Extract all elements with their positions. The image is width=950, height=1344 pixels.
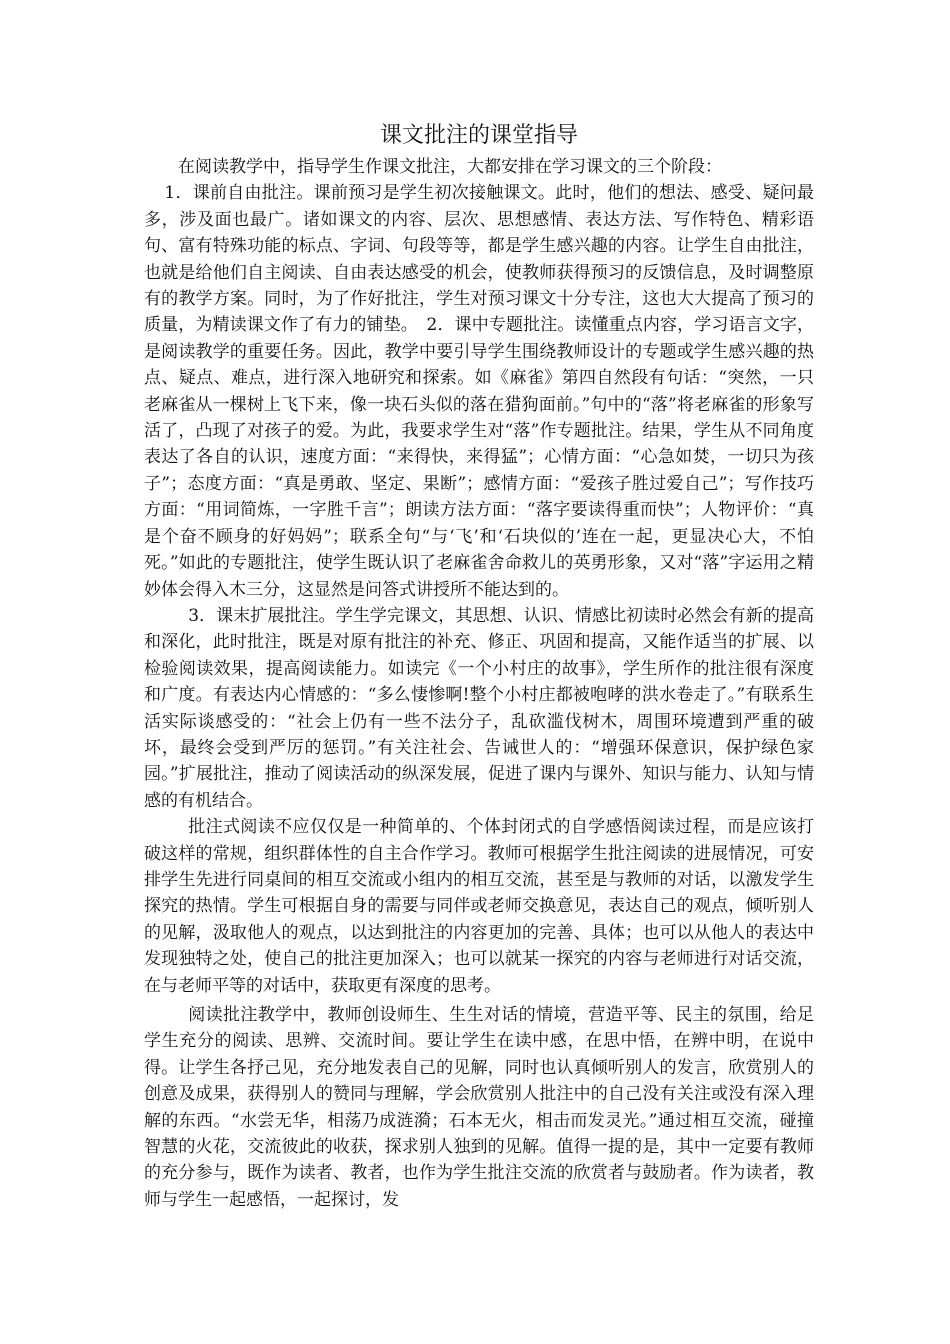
paragraph-dialogue-teaching: 阅读批注教学中，教师创设师生、生生对话的情境，营造平等、民主的氛围，给足学生充分的阅读、思辨、交流时间。要让学生在读中感，在思中悟，在辨中明，在说中得。让学生各抒己见，充分地发表自己的见解，同时也认真倾听别人的发言，欣赏别人的创意及成果，获得别人的赞同与理解，学会欣赏别人批注中的自己没有关注或没有深入理解的东西。“水尝无华，相荡乃成涟漪；石本无火，相击而发灵光。”通过相互交流，碰撞智慧的火花，交流彼此的收获，探求别人独到的见解。值得一提的是，其中一定要有教师的充分参与，既作为读者、教者，也作为学生批注交流的欣赏者与鼓励者。作为读者，教师与学生一起感悟，一起探讨，发 <box>144 1005 814 1210</box>
paragraph-intro: 在阅读教学中，指导学生作课文批注，大都安排在学习课文的三个阶段： <box>178 157 722 177</box>
paragraph-cooperative-reading: 批注式阅读不应仅仅是一种简单的、个体封闭式的自学感悟阅读过程，而是应该打破这样的常规，组织群体性的自主合作学习。教师可根据学生批注阅读的进展情况，可安排学生先进行同桌间的相互交流或小组内的相互交流，甚至是与教师的对话，以激发学生探究的热情。学生可根据自身的需要与同伴或老师交换意见，表达自己的观点，倾听别人的见解，汲取他人的观点，以达到批注的内容更加的完善、具体；也可以从他人的表达中发现独特之处，使自己的批注更加深入；也可以就某一探究的内容与老师进行对话交流，在与老师平等的对话中，获取更有深度的思考。 <box>144 817 814 996</box>
paragraph-pre-class-and-in-class: 1．课前自由批注。课前预习是学生初次接触课文。此时，他们的想法、感受、疑问最多，涉及面也最广。诸如课文的内容、层次、思想感情、表达方法、写作特色、精彩语句、富有特殊功能的标点、字词、句段等等，都是学生感兴趣的内容。让学生自由批注，也就是给他们自主阅读、自由表达感受的机会，使教师获得预习的反馈信息，及时调整原有的教学方案。同时，为了作好批注，学生对预习课文十分专注，这也大大提高了预习的质量，为精读课文作了有力的铺垫。 2．课中专题批注。读懂重点内容，学习语言文字，是阅读教学的重要任务。因此，教学中要引导学生围绕教师设计的专题或学生感兴趣的热点、疑点、难点，进行深入地研究和探索。如《麻雀》第四自然段有句话：“突然，一只老麻雀从一棵树上飞下来，像一块石头似的落在猎狗面前。”句中的“落”将老麻雀的形象写活了，凸现了对孩子的爱。为此，我要求学生对“落”作专题批注。结果，学生从不同角度表达了各自的认识，速度方面：“来得快，来得猛”；心情方面：“心急如焚，一切只为孩子”；态度方面：“真是勇敢、坚定、果断”；感情方面：“爱孩子胜过爱自己”；写作技巧方面：“用词简炼，一字胜千言”；朗读方法方面：“落字要读得重而快”；人物评价：“真是个奋不顾身的好妈妈”；联系全句“与‘飞’和‘石块似的’连在一起，更显决心大，不怕死。”如此的专题批注，使学生既认识了老麻雀舍命救儿的英勇形象，又对“落”字运用之精妙体会得入木三分，这显然是问答式讲授所不能达到的。 <box>144 183 814 600</box>
paragraph-post-class: 3．课末扩展批注。学生学完课文，其思想、认识、情感比初读时必然会有新的提高和深化，此时批注，既是对原有批注的补充、修正、巩固和提高，又能作适当的扩展、以检验阅读效果，提高阅读能力。如读完《一个小村庄的故事》，学生所作的批注很有深度和广度。有表达内心情感的：“多么悽惨啊!整个小村庄都被咆哮的洪水卷走了。”有联系生活实际谈感受的：“社会上仍有一些不法分子，乱砍滥伐树木，周围环境遭到严重的破坏，最终会受到严厉的惩罚。”有关注社会、告诫世人的：“增强环保意识，保护绿色家园。”扩展批注，推动了阅读活动的纵深发展，促进了课内与课外、知识与能力、认知与情感的有机结合。 <box>144 605 814 811</box>
document-title: 课文批注的课堂指导 <box>379 123 578 148</box>
document-page <box>144 118 814 1213</box>
